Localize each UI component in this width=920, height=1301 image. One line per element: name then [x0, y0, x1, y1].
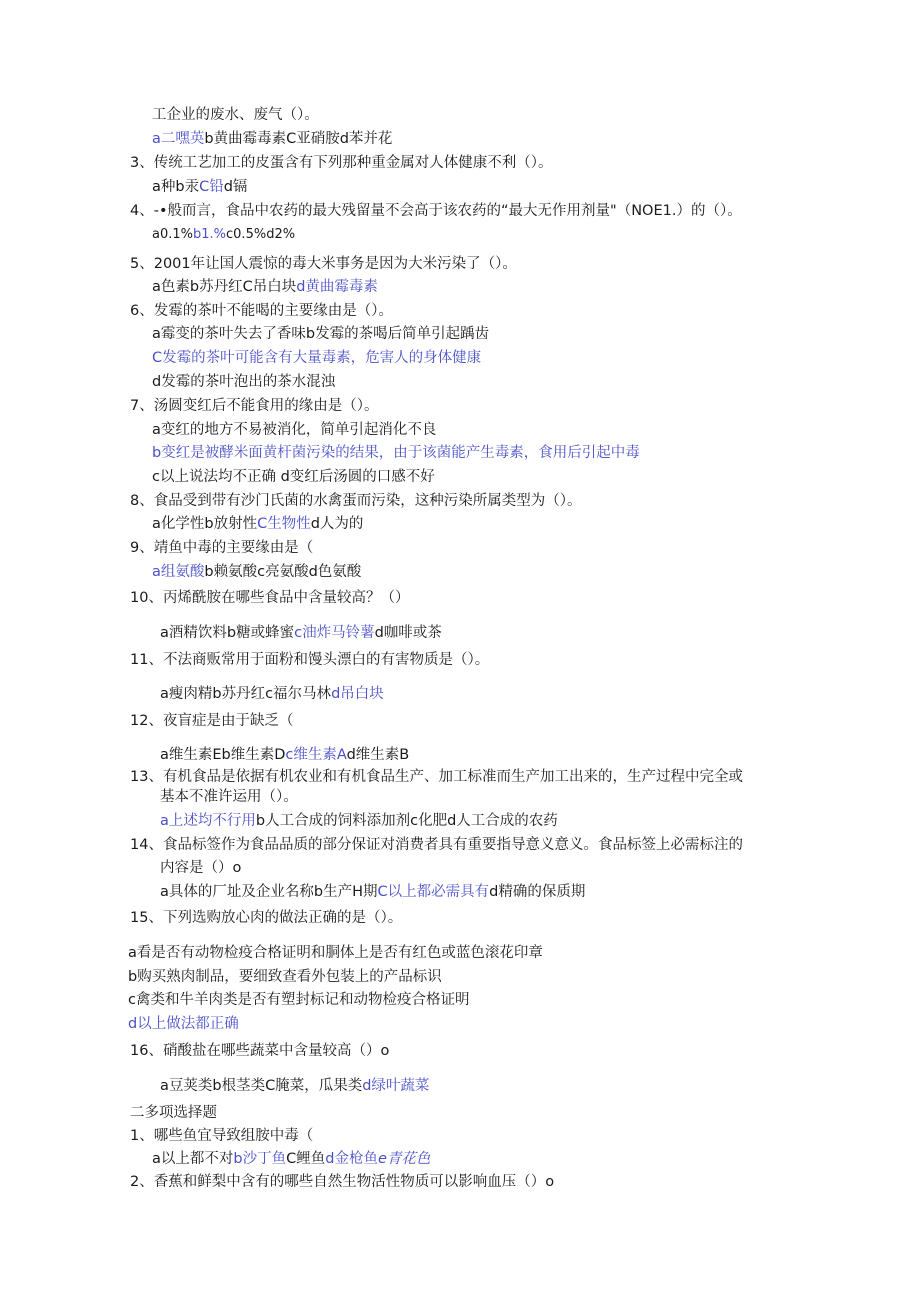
- text-line: [160, 787, 298, 807]
- text-segment: d发霉的茶叶泡出的茶水混浊: [152, 374, 336, 390]
- answer-text: a上述均不行用: [160, 813, 256, 829]
- text-segment: a色素b苏丹红C吊白块: [152, 279, 297, 295]
- text-segment: a变红的地方不易被消化，简单引起消化不良: [152, 422, 437, 438]
- text-segment: d人为的: [310, 516, 364, 532]
- answer-text: a组氨酸: [152, 564, 205, 580]
- text-segment: 3、传统工艺加工的皮蛋含有下列那种重金属对人体健康不利（）。: [130, 155, 553, 171]
- text-segment: 12、夜盲症是由于缺乏（: [130, 713, 294, 729]
- text-segment: 14、食品标签作为食品品质的部分保证对消费者具有重要指导意义意义。食品标签上必需标注的: [130, 837, 743, 853]
- answer-text: d绿叶蔬菜: [362, 1078, 430, 1094]
- text-line: [130, 396, 378, 416]
- text-segment: a豆荚类b根茎类C腌菜，瓜果类: [160, 1078, 363, 1094]
- text-segment: 9、靖鱼中毒的主要缘由是（: [130, 540, 314, 556]
- text-segment: 13、有机食品是依据有机农业和有机食品生产、加工标准而生产加工出来的，生产过程中完全或: [130, 769, 743, 785]
- answer-text: C生物性: [257, 516, 311, 532]
- text-line: [152, 1149, 430, 1169]
- text-segment: d精确的保质期: [489, 884, 586, 900]
- text-line: [152, 420, 436, 440]
- text-line: [152, 443, 640, 463]
- text-segment: c禽类和牛羊肉类是否有塑封标记和动物检疫合格证明: [128, 992, 470, 1008]
- text-line: [130, 301, 393, 321]
- answer-text: C发霉的茶叶可能含有大量毒素，危害人的身体健康: [152, 350, 482, 366]
- text-segment: 10、丙烯酰胺在哪些食品中含量较高？（）: [130, 590, 410, 606]
- text-line: [160, 882, 585, 902]
- answer-text: C铅: [199, 179, 224, 195]
- text-line: [152, 467, 435, 487]
- text-segment: a以上都不对: [152, 1151, 234, 1167]
- text-line: [130, 538, 313, 558]
- text-line: [152, 277, 378, 297]
- text-line: [130, 835, 743, 855]
- text-segment: 基本不准许运用（）。: [160, 789, 298, 805]
- text-segment: 16、硝酸盐在哪些蔬菜中含量较高（）o: [130, 1043, 390, 1059]
- text-line: [130, 1172, 554, 1192]
- text-segment: 11、不法商贩常用于面粉和馒头漂白的有害物质是（）。: [130, 652, 490, 668]
- text-line: [152, 562, 361, 582]
- text-line: [130, 1041, 389, 1061]
- text-segment: c以上说法均不正确 d变红后汤圆的口感不好: [152, 469, 435, 485]
- text-segment: 2、香蕉和鲜梨中含有的哪些自然生物活性物质可以影响血压（）o: [130, 1174, 555, 1190]
- text-line: [152, 177, 247, 197]
- text-line: [130, 153, 552, 173]
- text-segment: a酒精饮料b糖或蜂蜜: [160, 625, 295, 641]
- text-line: [152, 348, 481, 368]
- answer-text: d金枪鱼: [325, 1151, 378, 1167]
- text-segment: 工企业的废水、废气（）。: [152, 107, 319, 123]
- text-segment: 15、下列选购放心肉的做法正确的是（）。: [130, 910, 403, 926]
- text-segment: d咖啡或茶: [374, 625, 442, 641]
- text-segment: a霉变的茶叶失去了香味b发霉的茶喝后简单引起踽齿: [152, 326, 490, 342]
- text-line: [160, 1076, 429, 1096]
- text-line: [130, 711, 293, 731]
- text-line: [160, 684, 384, 704]
- answer-text: d以上做法都正确: [128, 1016, 239, 1032]
- text-segment: 6、发霉的茶叶不能喝的主要缘由是（）。: [130, 303, 393, 319]
- text-segment: a化学性b放射性: [152, 516, 258, 532]
- answer-text: c油炸马铃薯: [294, 625, 375, 641]
- answer-text: C以上都必需具有: [377, 884, 490, 900]
- text-segment: 1、哪些鱼宜导致组胺中毒（: [130, 1128, 314, 1144]
- text-segment: a种b汞: [152, 179, 200, 195]
- answer-text: a二嘿英: [152, 131, 205, 147]
- text-line: [128, 967, 442, 987]
- text-segment: a瘦肉精b苏丹红c福尔马林: [160, 686, 332, 702]
- answer-text: c维生素A: [285, 747, 347, 763]
- text-segment: a看是否有动物检疫合格证明和胴体上是否有红色或蓝色滚花印章: [128, 945, 543, 961]
- text-segment: b人工合成的饲料添加剂c化肥d人工合成的农药: [255, 813, 558, 829]
- text-line: [130, 1126, 313, 1146]
- text-line: [130, 588, 409, 608]
- text-line: [130, 908, 402, 928]
- text-line: [130, 491, 581, 511]
- text-line: [160, 811, 558, 831]
- text-segment: 7、汤圆变红后不能食用的缘由是（）。: [130, 398, 379, 414]
- text-segment: d镉: [223, 179, 248, 195]
- text-line: [160, 858, 241, 878]
- text-segment: b赖氨酸c亮氨酸d色氨酸: [204, 564, 362, 580]
- text-line: [152, 129, 392, 149]
- text-segment: 二多项选择题: [130, 1105, 217, 1121]
- text-segment: b购买熟肉制品，要细致查看外包装上的产品标识: [128, 969, 442, 985]
- text-line: [130, 254, 517, 274]
- text-segment: 4、-•般而言，食品中农药的最大残留量不会高于该农药的“最大无作用剂量"（NOE1.）的（）。: [130, 203, 742, 219]
- answer-text: b变红是被酵米面黄杆菌污染的结果，由于该菌能产生毒素，食用后引起中毒: [152, 445, 640, 461]
- text-line: [130, 201, 742, 221]
- text-segment: c0.5%d2%: [226, 227, 296, 242]
- text-segment: a0.1%: [152, 227, 193, 242]
- text-line: [152, 324, 489, 344]
- text-line: [128, 943, 543, 963]
- answer-text: b沙丁鱼: [233, 1151, 287, 1167]
- text-segment: a具体的厂址及企业名称b生产H期: [160, 884, 378, 900]
- text-line: [130, 1103, 217, 1123]
- answer-text: d黄曲霉毒素: [296, 279, 378, 295]
- text-segment: 5、2001年让国人震惊的毒大米事务是因为大米污染了（）。: [130, 256, 517, 272]
- answer-text: b1.%: [193, 227, 227, 242]
- answer-text: e青花色: [377, 1151, 431, 1167]
- text-segment: d维生素B: [346, 747, 410, 763]
- text-line: [130, 650, 489, 670]
- text-segment: 内容是（）o: [160, 860, 242, 876]
- text-line: [152, 105, 319, 125]
- text-line: [130, 767, 743, 787]
- text-line: [128, 1014, 239, 1034]
- answer-text: d吊白块: [331, 686, 384, 702]
- text-segment: b黄曲霉毒素C亚硝胺d苯并花: [204, 131, 393, 147]
- text-line: [160, 745, 409, 765]
- text-segment: C鲤鱼: [286, 1151, 326, 1167]
- text-line: [152, 514, 363, 534]
- text-line: [152, 225, 295, 245]
- text-segment: 8、食品受到带有沙门氏菌的水禽蛋而污染，这种污染所属类型为（）。: [130, 493, 582, 509]
- text-line: [152, 372, 335, 392]
- text-line: [160, 623, 442, 643]
- text-segment: a维生素Eb维生素D: [160, 747, 286, 763]
- text-line: [128, 990, 469, 1010]
